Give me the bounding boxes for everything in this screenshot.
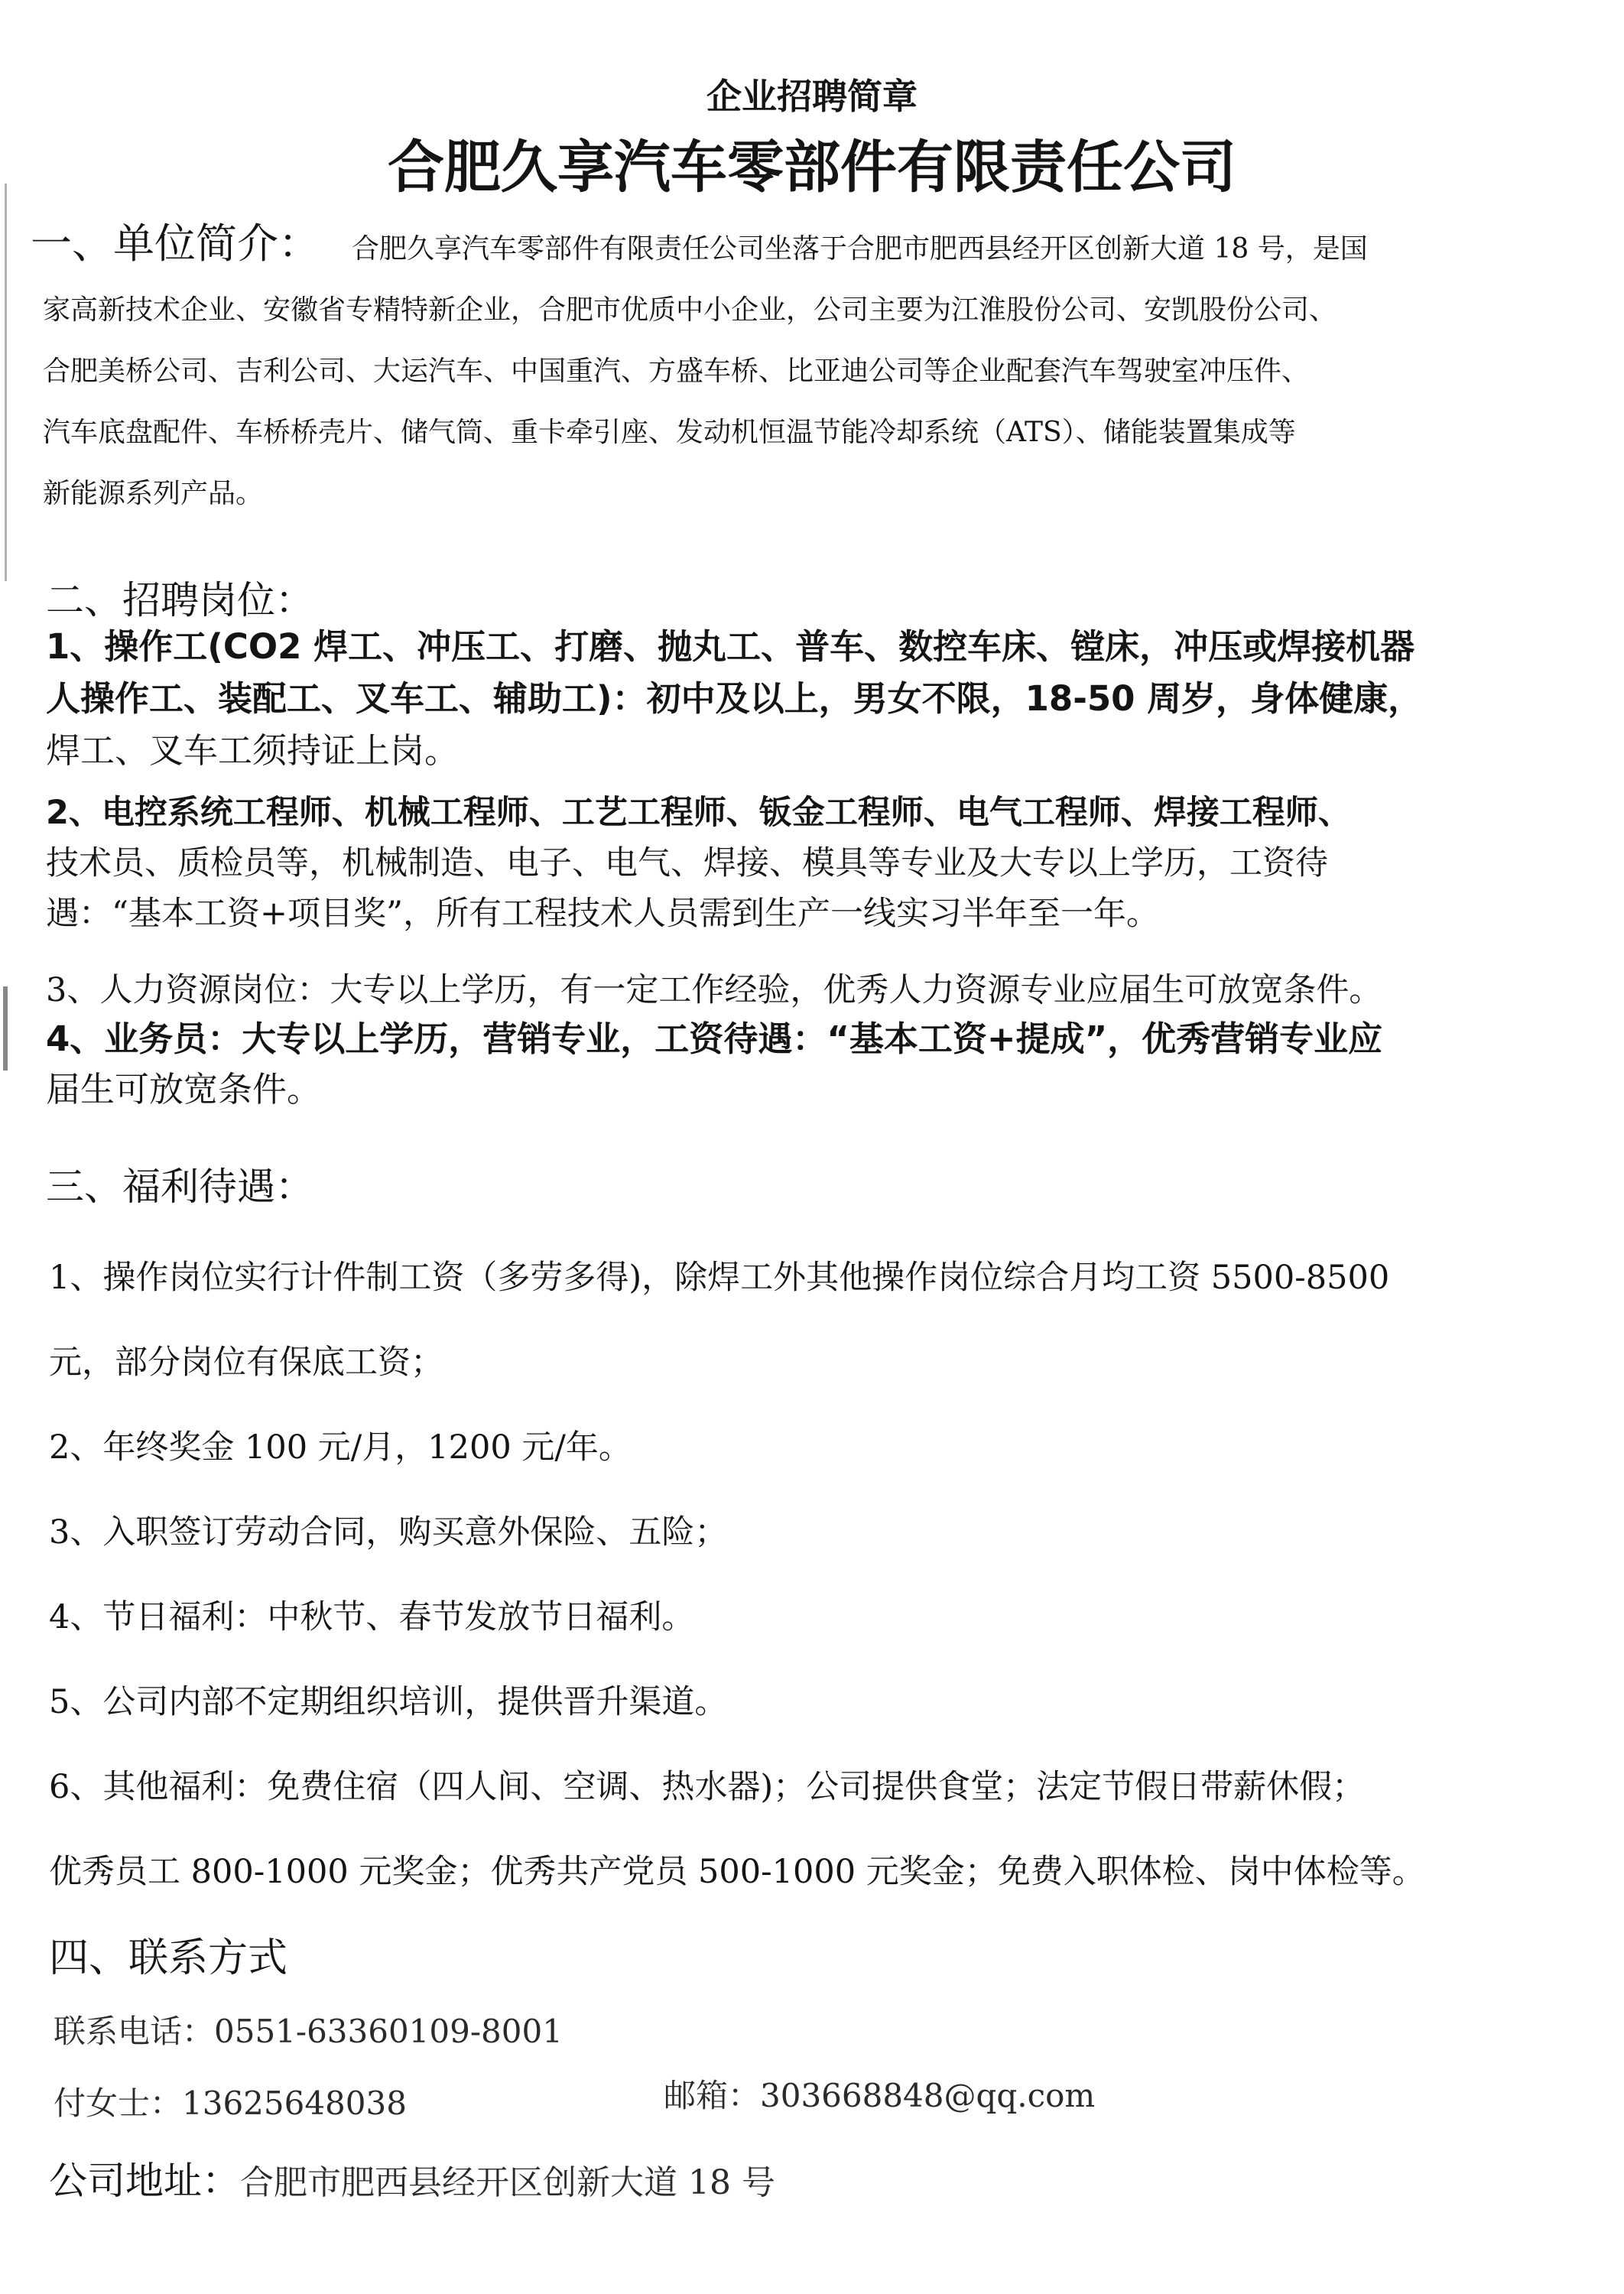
scan-edge-mark (5, 184, 7, 581)
job-2-line-2: 技术员、质检员等，机械制造、电子、电气、焊接、模具等专业及大专以上学历，工资待 (46, 844, 1328, 882)
benefit-5: 5、公司内部不定期组织培训，提供晋升渠道。 (49, 1683, 728, 1721)
s1-line-4: 汽车底盘配件、车桥桥壳片、储气筒、重卡牵引座、发动机恒温节能冷却系统（ATS）、储能装置集成等 (43, 417, 1296, 448)
benefit-6-line-2: 优秀员工 800-1000 元奖金；优秀共产党员 500-1000 元奖金；免费入职体检、岗中体检等。 (49, 1853, 1425, 1891)
job-operator (46, 621, 1606, 777)
job-1-line-2: 人操作工、装配工、叉车工、辅助工)：初中及以上，男女不限，18-50 周岁，身体健康， (46, 678, 1423, 719)
job-1-line-3: 焊工、叉车工须持证上岗。 (46, 730, 460, 771)
section-1-heading: 一、单位简介： (31, 219, 320, 268)
company-title: 合肥久享汽车零部件有限责任公司 (388, 135, 1236, 200)
address-value: 合肥市肥西县经开区创新大道 18 号 (240, 2163, 775, 2202)
job-4-line-1: 4、业务员：大专以上学历，营销专业，工资待遇：“基本工资+提成”，优秀营销专业应 (46, 1019, 1383, 1059)
benefit-1-line-2: 元，部分岗位有保底工资； (49, 1344, 443, 1382)
section-4-heading: 四、联系方式 (49, 1935, 288, 1981)
job-1-line-1: 1、操作工(CO2 焊工、冲压工、打磨、抛丸工、普车、数控车床、镗床，冲压或焊接机器 (46, 626, 1415, 667)
doc-subtitle: 企业招聘简章 (706, 76, 918, 117)
contact-phone: 联系电话：0551-63360109-8001 (54, 2013, 563, 2050)
section-3-heading: 三、福利待遇： (46, 1165, 313, 1209)
benefit-6-line-1: 6、其他福利：免费住宿（四人间、空调、热水器)；公司提供食堂；法定节假日带薪休假； (49, 1768, 1366, 1806)
job-sales (46, 1014, 1606, 1115)
benefit-3: 3、入职签订劳动合同，购买意外保险、五险； (49, 1513, 728, 1552)
s1-line-3: 合肥美桥公司、吉利公司、大运汽车、中国重汽、方盛车桥、比亚迪公司等企业配套汽车驾驶室冲压件、 (43, 356, 1310, 387)
job-3-line-1: 3、人力资源岗位：大专以上学历，有一定工作经验，优秀人力资源专业应届生可放宽条件。 (46, 971, 1382, 1009)
address-row (49, 2150, 775, 2205)
s1-line-5: 新能源系列产品。 (43, 478, 264, 509)
job-4-line-2: 届生可放宽条件。 (46, 1069, 322, 1110)
job-hr (46, 965, 1606, 1015)
benefit-1-line-1: 1、操作岗位实行计件制工资（多劳多得)，除焊工外其他操作岗位综合月均工资 5500-8500 (49, 1259, 1390, 1297)
s1-line-1: 合肥久享汽车零部件有限责任公司坐落于合肥市肥西县经开区创新大道 18 号，是国 (352, 233, 1368, 265)
section-1-body (43, 219, 1603, 525)
s1-line-2: 家高新技术企业、安徽省专精特新企业，合肥市优质中小企业，公司主要为江淮股份公司、安凯股份公司、 (43, 294, 1337, 326)
benefit-4: 4、节日福利：中秋节、春节发放节日福利。 (49, 1598, 695, 1636)
section-2-heading: 二、招聘岗位： (46, 578, 313, 622)
job-engineer (46, 788, 1606, 939)
address-label: 公司地址： (49, 2159, 240, 2203)
job-2-line-1: 2、电控系统工程师、机械工程师、工艺工程师、钣金工程师、电气工程师、焊接工程师、 (46, 794, 1351, 832)
scan-edge-mark (3, 986, 8, 1071)
job-2-line-3: 遇：“基本工资+项目奖”，所有工程技术人员需到生产一线实习半年至一年。 (46, 895, 1159, 933)
benefits-list (49, 1236, 1616, 1915)
benefit-2: 2、年终奖金 100 元/月，1200 元/年。 (49, 1428, 632, 1467)
contact-email: 邮箱：303668848@qq.com (664, 2077, 1096, 2114)
contact-person: 付女士：13625648038 (54, 2084, 407, 2122)
